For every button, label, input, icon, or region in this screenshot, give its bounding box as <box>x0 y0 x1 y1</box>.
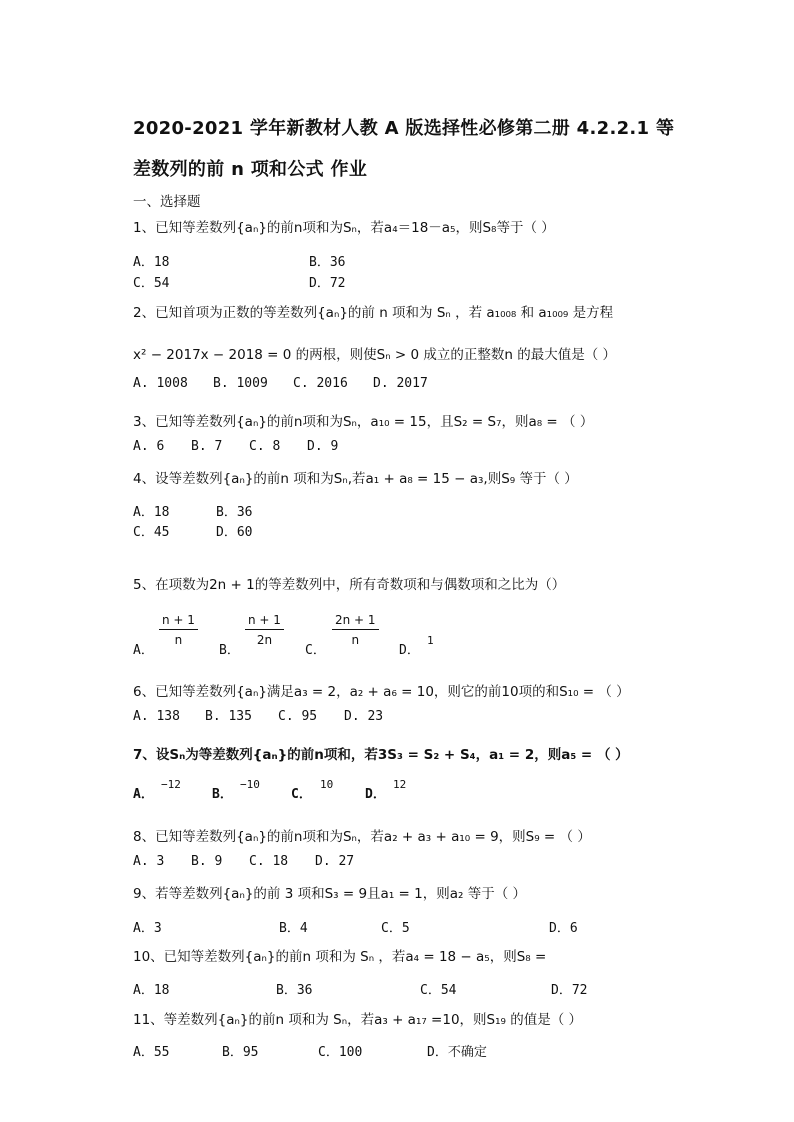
question-5-option-d-label: D． <box>399 643 420 658</box>
question-2-option-c: C. 2016 <box>293 376 348 391</box>
question-7-option-a: A． <box>133 787 154 802</box>
question-1-option-d: D．72 <box>309 276 346 291</box>
question-11-option-c: C．100 <box>318 1045 363 1060</box>
question-2-stem-continued: x² − 2017x − 2018 = 0 的两根，则使Sₙ > 0 成立的正整数n 的最大值是（ ） <box>133 347 617 363</box>
question-6-option-a: A. 138 <box>133 709 180 724</box>
question-3-option-d: D. 9 <box>307 439 339 454</box>
question-9-option-a: A．3 <box>133 921 162 936</box>
question-5-option-b-fraction <box>245 613 284 647</box>
question-8-option-c: C. 18 <box>249 854 289 869</box>
question-3-option-a: A. 6 <box>133 439 165 454</box>
fraction-numerator: n + 1 <box>159 613 198 630</box>
question-3-stem: 3、已知等差数列{aₙ}的前n项和为Sₙ，a₁₀ = 15，且S₂ = S₇，则a₈ = （ ） <box>133 414 594 430</box>
fraction-denominator: n <box>174 633 183 647</box>
fraction-denominator: 2n <box>256 633 273 647</box>
question-6-option-c: C. 95 <box>278 709 318 724</box>
question-10-stem: 10、已知等差数列{aₙ}的前n 项和为 Sₙ ，若a₄ = 18 − a₅，则S₈ = <box>133 949 547 965</box>
question-4-option-d: D．60 <box>216 525 253 540</box>
question-11-option-a: A．55 <box>133 1045 170 1060</box>
question-2-option-a: A. 1008 <box>133 376 188 391</box>
question-1-option-a: A．18 <box>133 255 170 270</box>
question-5-option-c-label: C． <box>305 643 326 658</box>
question-2-stem: 2、已知首项为正数的等差数列{aₙ}的前 n 项和为 Sₙ ，若 a₁₀₀₈ 和 a₁₀₀₉ 是方程 <box>133 305 614 321</box>
question-2-option-d: D. 2017 <box>373 376 428 391</box>
question-8-option-d: D. 27 <box>315 854 355 869</box>
question-7-option-d-value: 12 <box>393 778 407 791</box>
question-5-stem: 5、在项数为2n + 1的等差数列中，所有奇数项和与偶数项和之比为（） <box>133 577 566 593</box>
question-9-stem: 9、若等差数列{aₙ}的前 3 项和S₃ = 9且a₁ = 1，则a₂ 等于（ ） <box>133 886 526 902</box>
doc-title-line-1: 2020-2021 学年新教材人教 A 版选择性必修第二册 4.2.2.1 等 <box>133 118 675 139</box>
question-5-option-c-fraction <box>332 613 379 647</box>
question-7-option-b: B． <box>212 787 233 802</box>
question-5-option-a-label: A． <box>133 643 154 658</box>
question-4-option-a: A．18 <box>133 505 170 520</box>
question-6-option-b: B. 135 <box>205 709 252 724</box>
question-6-stem: 6、已知等差数列{aₙ}满足a₃ = 2，a₂ + a₆ = 10，则它的前10项的和S₁₀ = （ ） <box>133 684 630 700</box>
question-11-option-b: B．95 <box>222 1045 259 1060</box>
question-2-option-b: B. 1009 <box>213 376 268 391</box>
question-10-option-c: C．54 <box>420 983 457 998</box>
question-7-option-a-value: −12 <box>161 778 181 791</box>
doc-title-line-2: 差数列的前 n 项和公式 作业 <box>133 159 368 180</box>
section-heading: 一、选择题 <box>133 194 201 210</box>
question-6-option-d: D. 23 <box>344 709 384 724</box>
question-7-option-b-value: −10 <box>240 778 260 791</box>
question-5-option-a-fraction <box>159 613 198 647</box>
question-11-stem: 11、等差数列{aₙ}的前n 项和为 Sₙ，若a₃ + a₁₇ =10，则S₁₉ 的值是（ ） <box>133 1012 583 1028</box>
question-8-option-b: B. 9 <box>191 854 223 869</box>
question-7-option-c: C． <box>291 787 312 802</box>
question-7-option-c-value: 10 <box>320 778 334 791</box>
question-3-option-c: C. 8 <box>249 439 281 454</box>
fraction-denominator: n <box>351 633 360 647</box>
question-1-stem: 1、已知等差数列{aₙ}的前n项和为Sₙ，若a₄＝18－a₅，则S₈等于（ ） <box>133 220 555 236</box>
fraction-numerator: n + 1 <box>245 613 284 630</box>
question-4-stem: 4、设等差数列{aₙ}的前n 项和为Sₙ,若a₁ + a₈ = 15 − a₃,则S₉ 等于（ ） <box>133 471 578 487</box>
question-10-option-d: D．72 <box>551 983 588 998</box>
question-8-stem: 8、已知等差数列{aₙ}的前n项和为Sₙ，若a₂ + a₃ + a₁₀ = 9，则S₉ = （ ） <box>133 829 591 845</box>
question-10-option-a: A．18 <box>133 983 170 998</box>
question-5-option-d-value: 1 <box>427 634 434 647</box>
question-9-option-b: B．4 <box>279 921 308 936</box>
question-4-option-b: B．36 <box>216 505 253 520</box>
question-4-option-c: C．45 <box>133 525 170 540</box>
fraction-numerator: 2n + 1 <box>332 613 379 630</box>
question-7-stem: 7、设Sₙ为等差数列{aₙ}的前n项和，若3S₃ = S₂ + S₄，a₁ = 2，则a₅ = （ ） <box>133 747 629 763</box>
question-5-option-b-label: B． <box>219 643 240 658</box>
question-1-option-c: C．54 <box>133 276 170 291</box>
question-7-option-d: D． <box>365 787 386 802</box>
question-9-option-c: C．5 <box>381 921 410 936</box>
question-1-option-b: B．36 <box>309 255 346 270</box>
question-8-option-a: A. 3 <box>133 854 165 869</box>
question-3-option-b: B. 7 <box>191 439 223 454</box>
question-9-option-d: D．6 <box>549 921 578 936</box>
question-10-option-b: B．36 <box>276 983 313 998</box>
question-11-option-d: D．不确定 <box>427 1045 487 1060</box>
